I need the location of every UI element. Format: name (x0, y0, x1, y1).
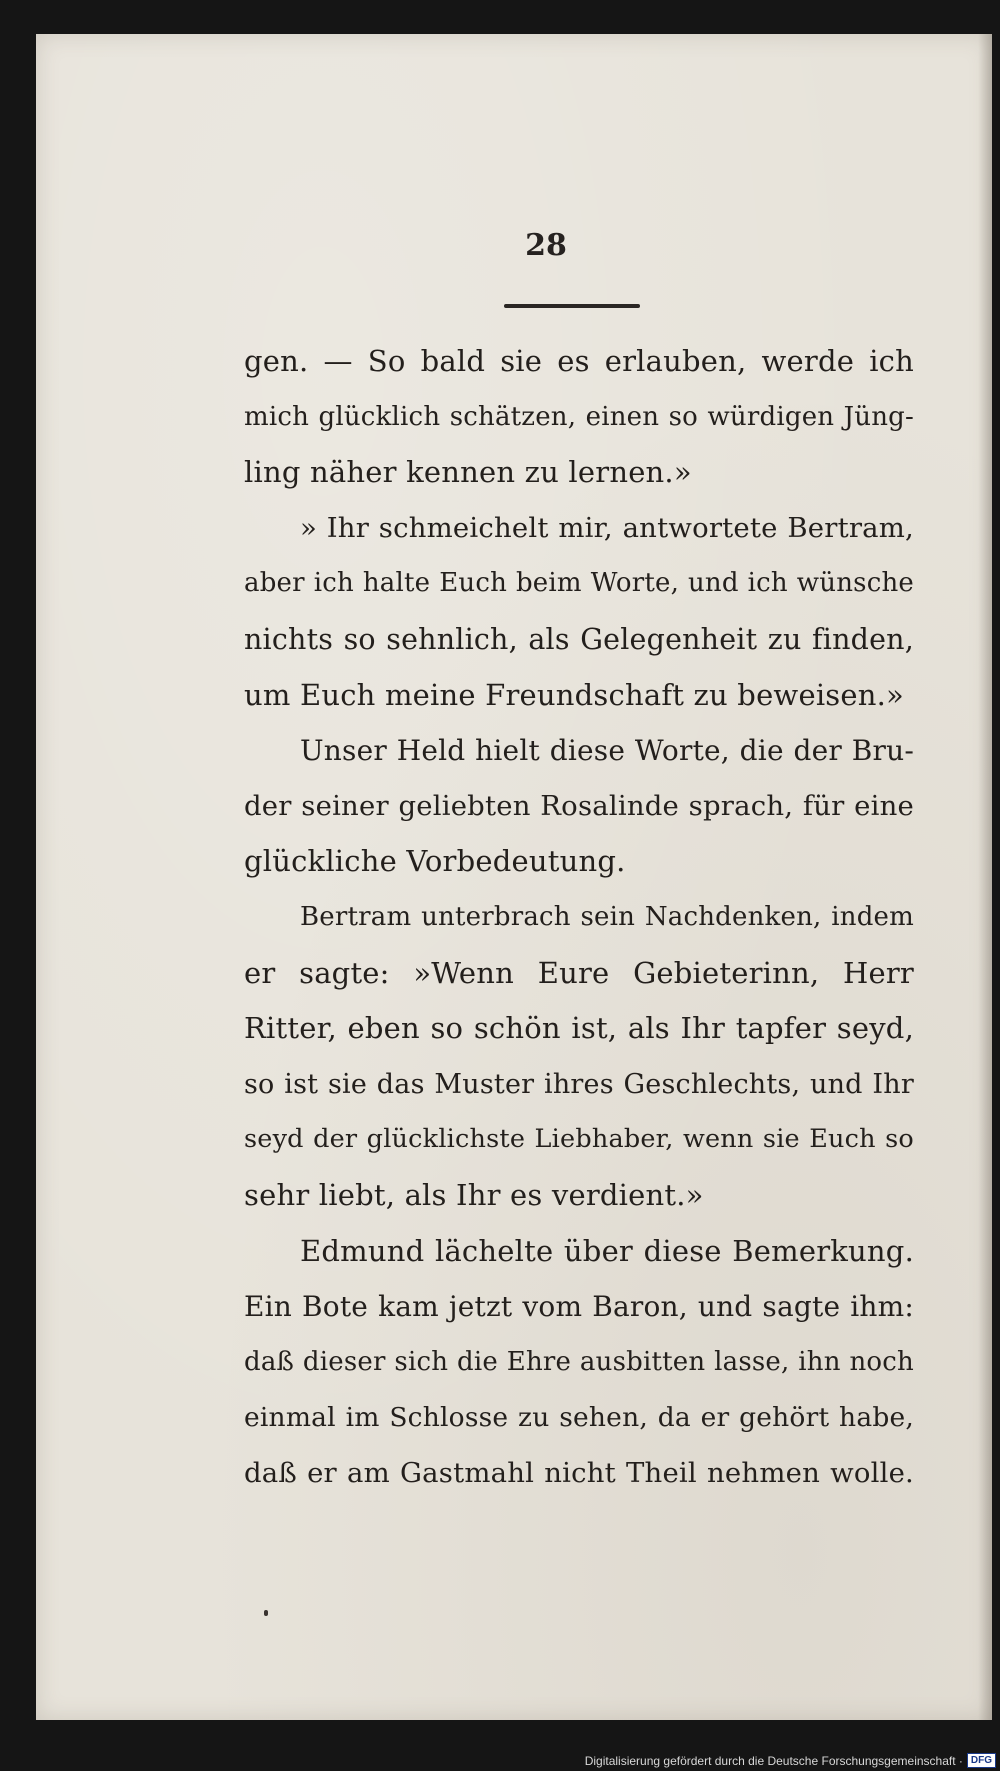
dfg-logo: DFG (967, 1753, 996, 1768)
text-line: daß dieser sich die Ehre ausbitten lasse, ihn noch (244, 1346, 914, 1377)
credit-text: Digitalisierung gefördert durch die Deutsche Forschungsgemeinschaft · (584, 1753, 963, 1768)
text-line: Unser Held hielt diese Worte, die der Bru- (300, 734, 914, 768)
text-line: ling näher kennen zu lernen.» (244, 455, 692, 490)
page-number: 28 (525, 228, 567, 263)
ink-speck (264, 1610, 268, 1616)
text-line: daß er am Gastmahl nicht Theil nehmen wolle. (244, 1456, 914, 1489)
text-line: Ein Bote kam jetzt vom Baron, und sagte ihm: (244, 1290, 914, 1324)
digitization-credit (585, 1753, 996, 1768)
text-line: um Euch meine Freundschaft zu beweisen.» (244, 677, 904, 712)
body-text (244, 334, 914, 1501)
text-line: Bertram unterbrach sein Nachdenken, indem (300, 901, 914, 932)
text-line: aber ich halte Euch beim Worte, und ich wünsche (244, 568, 914, 599)
text-line: nichts so sehnlich, als Gelegenheit zu finden, (244, 622, 914, 656)
text-line: gen. — So bald sie es erlauben, werde ich (244, 344, 914, 378)
text-line: sehr liebt, als Ihr es verdient.» (244, 1177, 704, 1212)
text-line: Edmund lächelte über diese Bemerkung. (300, 1233, 914, 1268)
page-number-rule (504, 304, 640, 308)
text-line: er sagte: »Wenn Eure Gebieterinn, Herr (244, 955, 914, 990)
text-line: der seiner geliebten Rosalinde sprach, für eine (244, 789, 914, 822)
book-page (36, 34, 992, 1720)
text-line: mich glücklich schätzen, einen so würdigen Jüng- (244, 401, 914, 432)
page-edge-shadow (978, 34, 992, 1720)
text-line: seyd der glücklichste Liebhaber, wenn sie Euch so (244, 1124, 914, 1155)
text-line: Ritter, eben so schön ist, als Ihr tapfer seyd, (244, 1011, 914, 1046)
text-line: glückliche Vorbedeutung. (244, 844, 626, 879)
text-line: einmal im Schlosse zu sehen, da er gehört habe, (244, 1402, 914, 1434)
text-line: so ist sie das Muster ihres Geschlechts, und Ihr (244, 1068, 914, 1100)
text-line: » Ihr schmeichelt mir, antwortete Bertram, (300, 511, 914, 544)
